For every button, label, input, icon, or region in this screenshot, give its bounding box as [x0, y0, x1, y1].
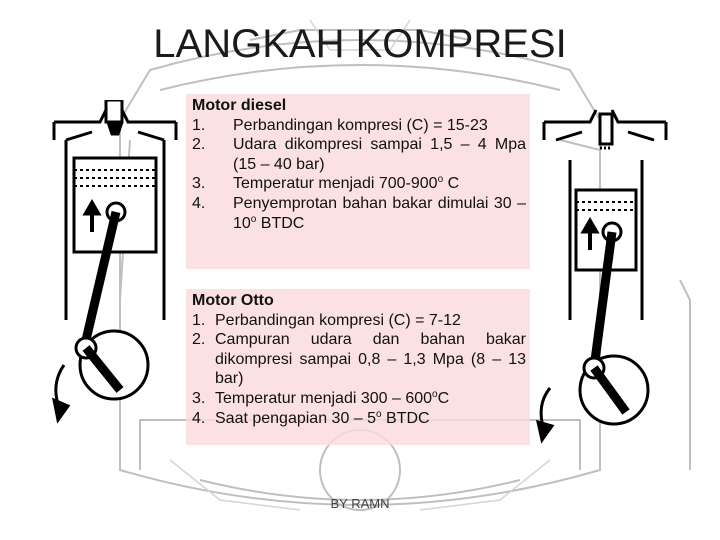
list-item: [192, 330, 526, 389]
item-number: 2.: [192, 331, 206, 349]
diesel-panel: [186, 94, 530, 269]
item-number: 1.: [192, 311, 206, 329]
list-item: [192, 389, 526, 409]
list-item: [192, 311, 526, 331]
item-number: 2.: [192, 136, 206, 154]
item-text: Perbandingan kompresi (C) = 15-23: [233, 116, 488, 134]
otto-piston-diagram: [530, 100, 680, 480]
item-text: Temperatur menjadi 700-900$^o$ C: [233, 174, 460, 193]
list-item: [192, 135, 526, 174]
otto-panel: [186, 289, 530, 445]
list-item: [192, 194, 526, 233]
item-text: Campuran udara dan bahan bakar dikompresi sampai 0,8 – 1,3 Mpa (8 – 13 bar): [215, 331, 526, 388]
item-text: Penyemprotan bahan bakar dimulai 30 – 10$^o$ BTDC: [233, 194, 526, 232]
item-text: Temperatur menjadi 300 – 600$^o$C: [215, 388, 450, 407]
diesel-piston-diagram: [40, 100, 190, 480]
item-text: Saat pengapian 30 – 5$^o$ BTDC: [215, 408, 430, 427]
list-item: [192, 116, 526, 136]
otto-heading: Motor Otto: [192, 292, 274, 309]
item-number: 1.: [192, 116, 206, 134]
diesel-heading: Motor diesel: [192, 97, 287, 114]
item-number: 4.: [192, 194, 206, 212]
footer-credit: BY RAMN: [330, 496, 390, 511]
item-text: Udara dikompresi sampai 1,5 – 4 Mpa (15 – 40 bar): [233, 136, 526, 173]
list-item: [192, 409, 526, 429]
item-number: 3.: [192, 175, 206, 193]
item-text: Perbandingan kompresi (C) = 7-12: [215, 311, 461, 329]
list-item: [192, 174, 526, 194]
item-number: 4.: [192, 409, 206, 427]
item-number: 3.: [192, 389, 206, 407]
slide-title: LANGKAH KOMPRESI: [153, 22, 567, 66]
